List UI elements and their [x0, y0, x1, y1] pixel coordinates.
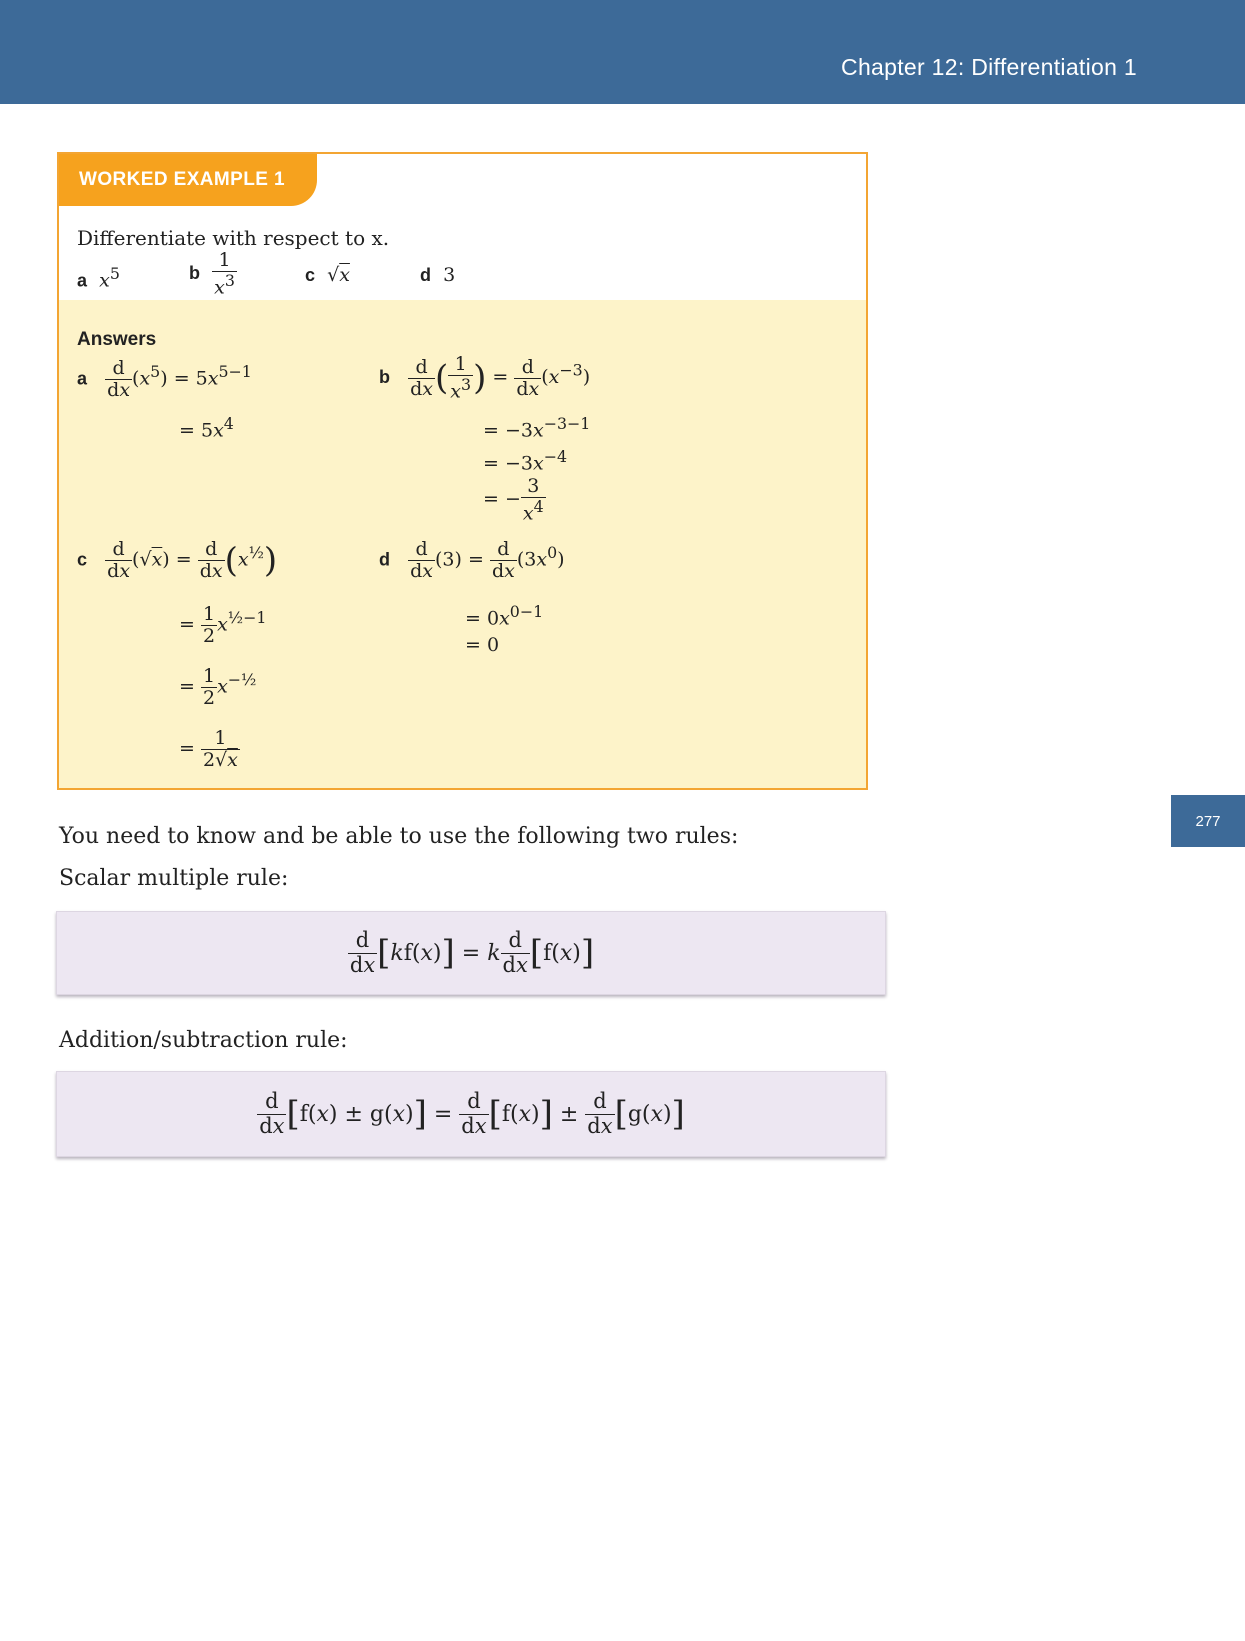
part-b-question: b $\frac{1}{x^3}$: [189, 249, 235, 299]
page-number: 277: [1171, 795, 1245, 847]
answer-b-line1: b $\frac{d}{dx}$ ( $\frac{1}{x^3}$ ) = $\frac{d}{dx}$ $(x^{-3})$: [379, 353, 591, 403]
answer-c-line1: c $\frac{d}{dx}$ (√x) = $\frac{d}{dx}$ $(x^{\frac{1}{2}})$: [77, 538, 278, 582]
answers-heading: Answers: [77, 329, 157, 350]
worked-example-box: [57, 152, 868, 790]
answer-d-line1: d $\frac{d}{dx}$ (3) = $\frac{d}{dx}$ $(3x^0)$: [379, 538, 565, 582]
addition-rule-box: $\frac{d}{dx}$ [ f( x ) ± g( x ) ] = $\frac{d}{dx}$ [ f( x ) ] ± $\frac{d}{dx}$ [ g( x ) ]: [56, 1071, 886, 1157]
scalar-rule-box: $\frac{d}{dx}$ [ k f( x ) ] = k $\frac{d}{dx}$ [ f( x ) ]: [56, 911, 886, 995]
answer-c-line2: = $\frac{1}{2}$ $x^{\frac{1}{2}-1}$: [179, 603, 267, 647]
answer-b-line2: = $-3x^{-3-1}$: [483, 414, 591, 442]
scalar-rule-heading: Scalar multiple rule:: [59, 866, 289, 891]
answer-b-line4: = − $\frac{3}{x^4}$: [483, 475, 544, 525]
part-d-question: d 3: [420, 264, 456, 286]
intro-text: You need to know and be able to use the following two rules:: [59, 824, 739, 849]
chapter-header-band: [0, 0, 1245, 104]
answer-a-line2: = $5x^4$: [179, 414, 234, 442]
answer-b-line3: = $-3x^{-4}$: [483, 447, 568, 475]
addition-rule-heading: Addition/subtraction rule:: [59, 1028, 348, 1053]
worked-example-title: WORKED EXAMPLE 1: [59, 154, 317, 206]
answer-c-line3: = $\frac{1}{2}$ $x^{-\frac{1}{2}}$: [179, 665, 257, 709]
answer-d-line2: = $0x^{0-1}$: [465, 602, 544, 630]
question-text: Differentiate with respect to x.: [77, 226, 390, 250]
answer-c-line4: = $\frac{1}{2√x}$: [179, 727, 238, 771]
part-c-question: c √x: [305, 264, 350, 286]
question-parts: a $x^5$: [77, 264, 120, 292]
chapter-title: Chapter 12: Differentiation 1: [841, 54, 1137, 80]
answer-d-line3: = 0: [465, 634, 500, 656]
answer-a-line1: a $\frac{d}{dx}$ $(x^5) = 5x^{5-1}$: [77, 357, 252, 401]
